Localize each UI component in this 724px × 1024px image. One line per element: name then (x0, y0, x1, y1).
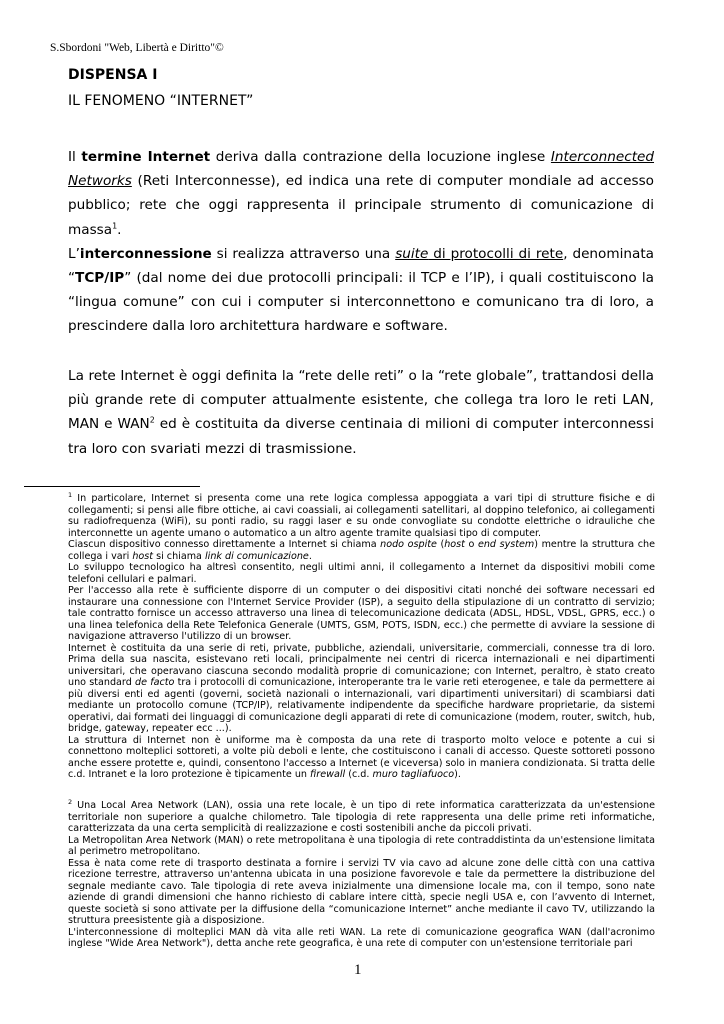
text-run: ” (dal nome dei due protocolli principali: il TCP e l’IP), i quali costituiscono la “lingua comune” con cui i computer si interconnettono e comunicano tra di loro, a prescindere dalla loro architettura hardware e software. (68, 270, 654, 335)
footnote-paragraph: Essa è nata come rete di trasporto destinata a fornire i servizi TV via cavo ad alcune zone delle città con una cattiva ricezione terrestre, attraverso un'antenna ubicata in una posizione favorevole e tale da permettere la distribuzione del segnale mediante cavo. Tale tipologia di rete aveva inizialmente una dimensione locale ma, con il tempo, sono nate aziende di grandi dimensioni che hanno richiesto di cablare intere città, specie negli USA e, con l’avvento di Internet, queste società si sono attivate per la diffusione della “comunicazione Internet” anche mediante il cavo TV, utilizzando la struttura preesistente già a disposizione. (68, 857, 655, 926)
text-run: si realizza attraverso una (211, 245, 396, 262)
footnote-paragraph (68, 735, 655, 781)
italic-term: nodo ospite (380, 539, 437, 550)
text-run: L’ (68, 245, 80, 262)
text-run: La rete Internet è oggi definita la “rete delle reti” o la “rete globale”, trattandosi della più grande rete di computer attualmente esistente, che collega tra loro le reti LAN, MAN e WAN (68, 368, 654, 433)
footnote-paragraph: La Metropolitan Area Network (MAN) o rete metropolitana è una tipologia di rete contraddistinta da un'estensione limitata al perimetro metropolitano. (68, 834, 655, 857)
paragraph-rete-delle-reti (68, 364, 654, 461)
footnote-paragraph (68, 490, 655, 539)
text-run: ( (436, 539, 445, 550)
text-run: (Reti Interconnesse), ed indica una rete di computer mondiale ad accesso pubblico; rete che oggi rappresenta il principale strumento di comunicazione di massa (68, 173, 654, 238)
text-run: . (117, 221, 122, 238)
italic-term: end system (477, 539, 535, 550)
body-section-1 (68, 145, 654, 339)
italic-term: host (132, 550, 154, 562)
footnote-paragraph: Lo sviluppo tecnologico ha altresì consentito, negli ultimi anni, il collegamento a Internet da dispositivi mobili come telefoni cellulari e palmari. (68, 562, 655, 585)
footnote-paragraph (68, 643, 655, 735)
text-run: . (308, 550, 312, 562)
document-subtitle: IL FENOMENO “INTERNET” (68, 93, 254, 109)
bold-term: interconnessione (79, 245, 212, 262)
paragraph-interconnection (68, 242, 654, 339)
italic-term: firewall (310, 769, 346, 780)
footnote-number: 1 (68, 490, 73, 499)
footnote-paragraph (68, 797, 655, 835)
term-suite-protocolli (395, 246, 563, 262)
text-run: Internet è costituita da una serie di reti, private, pubbliche, aziendali, universitarie, commerciali, connesse tra di loro. Prima della sua nascita, esistevano reti locali, principalmente nei centri di ricerca internazionali e nei dipartimenti universitari, che operavano ciascuna secondo modalità proprie di comunicazione; con Internet, peraltro, è stato creato uno standard (68, 642, 655, 688)
text-run: tra i protocolli di comunicazione, interoperante tra le varie reti eterogenee, e tale da permettere ai più diversi enti ed agenti (governi, società nazionali o internazionali, vari dipartimenti universitari) di scambiarsi dati mediante un protocollo comune (TCP/IP), relativamente indipendente da specifiche hardware proprietarie, da sistemi operativi, dai formati dei linguaggi di comunicazione degli apparati di rete di comunicazione (modem, router, switch, hub, bridge, gateway, repeater ecc ...). (68, 677, 655, 734)
text-run: Il (68, 149, 82, 165)
bold-term: termine Internet (81, 149, 211, 165)
text-run: ) mentre la struttura che collega i vari (68, 539, 655, 562)
italic-term: host (444, 539, 465, 550)
page-number: 1 (354, 962, 362, 978)
text-run: ed è costituita da diverse centinaia di milioni di computer interconnessi tra loro con svariati mezzi di trasmissione. (68, 416, 654, 457)
italic-term: link di comunicazione (204, 550, 309, 562)
footnote-2 (68, 797, 655, 950)
footnote-paragraph: Per l'accesso alla rete è sufficiente disporre di un computer o dei dispositivi citati nonché dei software necessari ed instaurare una connessione con l'Internet Service Provider (ISP), a seguito della stipulazione di un contratto di servizio; tale contratto fornisce un accesso attraverso una linea di telecomunicazione dedicata (ADSL, HDSL, VDSL, GPRS, ecc.) o una linea telefonica della Rete Telefonica Generale (UMTS, GSM, POTS, ISDN, ecc.) che permette di avviare la sessione di navigazione attraverso l'utilizzo di un browser. (68, 585, 655, 642)
text-run: Una Local Area Network (LAN), ossia una rete locale, è un tipo di rete informatica caratterizzata da un'estensione territoriale non superiore a qualche chilometro. Tale tipologia di rete rappresenta una delle prime reti informatiche, caratterizzata da una certa semplicità di realizzazione e costi sostenibili anche da piccoli privati. (68, 800, 655, 834)
text-run: si chiama (153, 550, 205, 562)
text-run: (c.d. (345, 769, 373, 780)
italic-term: suite (395, 245, 429, 262)
footnote-1 (68, 490, 655, 781)
document-title: DISPENSA I (68, 67, 158, 83)
footnote-paragraph (68, 539, 655, 562)
text-run: La struttura di Internet non è uniforme ma è composta da una rete di trasporto molto veloce e potente a cui si connettono molteplici sottoreti, a volte più deboli e lente, che costituiscono i canali di accesso. Queste sottoreti possono anche essere protette e, quindi, consentono l'accesso a Internet (e viceversa) solo in maniera condizionata. Si tratta delle c.d. Intranet e la loro protezione è tipicamente un (68, 734, 655, 780)
italic-term: muro tagliafuoco (372, 769, 455, 780)
text-run: Ciascun dispositivo connesso direttamente a Internet si chiama (68, 539, 381, 550)
footnote-ref-1[interactable]: 1 (112, 221, 118, 231)
text-run: In particolare, Internet si presenta come una rete logica complessa appoggiata a vari tipi di strutture fisiche e di collegamenti; si pensi alle fibre ottiche, ai cavi coassiali, ai collegamenti satellitari, al doppino telefonico, ai collegamenti su radiofrequenza (WiFi), su ponti radio, su raggi laser e su onde convogliate su condotte elettriche o idrauliche che interconnette un agente umano o automatico a un altro agente tramite qualsiasi tipo di computer. (68, 493, 655, 539)
paragraph-definition (68, 145, 654, 242)
italic-term: de facto (135, 677, 175, 688)
text-run: , denominata “ (68, 245, 654, 287)
text-run: o (464, 539, 478, 550)
running-header: S.Sbordoni "Web, Libertà e Diritto"© (50, 42, 224, 54)
footnote-paragraph: L'interconnessione di molteplici MAN dà vita alle reti WAN. La rete di comunicazione geografica WAN (dall'acronimo inglese "Wide Area Network"), detta anche rete geografica, è una rete di computer con un'estensione territoriale pari (68, 926, 655, 949)
bold-term: TCP/IP (75, 270, 125, 287)
text-run: di protocolli di rete (428, 245, 564, 262)
footnote-separator (24, 486, 200, 487)
text-run: deriva dalla contrazione della locuzione inglese (210, 149, 551, 165)
text-run: ). (454, 769, 461, 780)
term-interconnected-networks: Interconnected Networks (68, 149, 655, 190)
footnote-number: 2 (68, 797, 73, 806)
footnote-ref-2[interactable]: 2 (149, 415, 155, 425)
body-section-2 (68, 364, 654, 461)
